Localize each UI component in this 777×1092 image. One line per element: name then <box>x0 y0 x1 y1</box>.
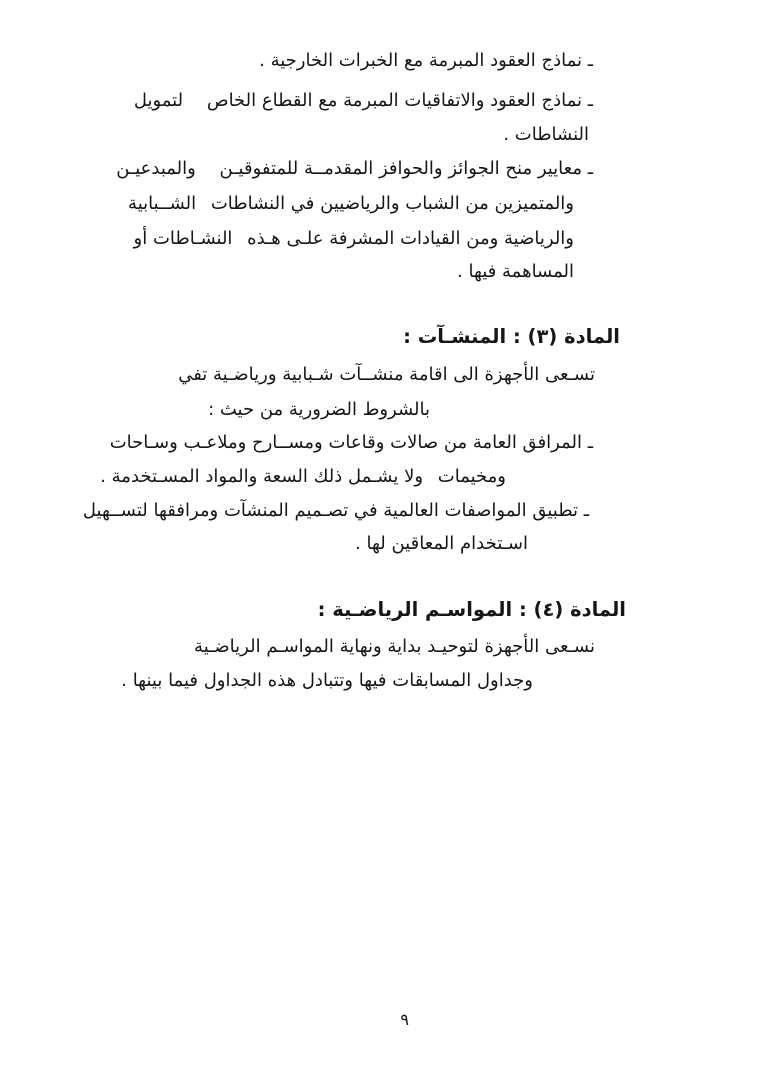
paragraph-line: نسـعى الأجهزة لتوحيـد بداية ونهاية المواسـم الرياضـية <box>194 636 595 657</box>
bullet-line: ـ معايير منح الجوائز والحوافز المقدمــة للمتفوقيـن والمبدعيـن <box>116 158 593 179</box>
article-3-heading: المادة (٣) : المنشـآت : <box>403 325 620 348</box>
continuation-line: والرياضية ومن القيادات المشرفة علـى هـذه النشـاطات أو <box>133 228 574 249</box>
article-4-heading: المادة (٤) : المواسـم الرياضـية : <box>317 598 626 621</box>
continuation-line: والمتميزين من الشباب والرياضيين في النشاطات الشــبابية <box>128 193 574 214</box>
paragraph-line: تسـعى الأجهزة الى اقامة منشــآت شـبابية ورياضـية تفي <box>178 364 595 385</box>
bullet-line: ـ نماذج العقود والاتفاقيات المبرمة مع القطاع الخاص لتمويل <box>133 90 593 111</box>
continuation-line: بالشروط الضرورية من حيث : <box>208 399 430 420</box>
bullet-line: ـ المرافق العامة من صالات وقاعات ومســارح وملاعـب وسـاحات <box>109 432 593 453</box>
bullet-line: ـ تطبيق المواصفات العالمية في تصـميم المنشآت ومرافقها لتســهيل <box>82 500 589 521</box>
continuation-line: المساهمة فيها . <box>457 261 574 282</box>
page-number: ٩ <box>400 1010 409 1029</box>
continuation-line: ومخيمات ولا يشـمل ذلك السعة والمواد المسـتخدمة . <box>100 466 506 487</box>
continuation-line: وجداول المسابقات فيها وتتبادل هذه الجداول فيما بينها . <box>121 670 533 691</box>
continuation-line: النشاطات . <box>503 124 589 145</box>
continuation-line: اسـتخدام المعاقين لها . <box>355 533 528 554</box>
bullet-line: ـ نماذج العقود المبرمة مع الخبرات الخارجية . <box>259 50 593 71</box>
